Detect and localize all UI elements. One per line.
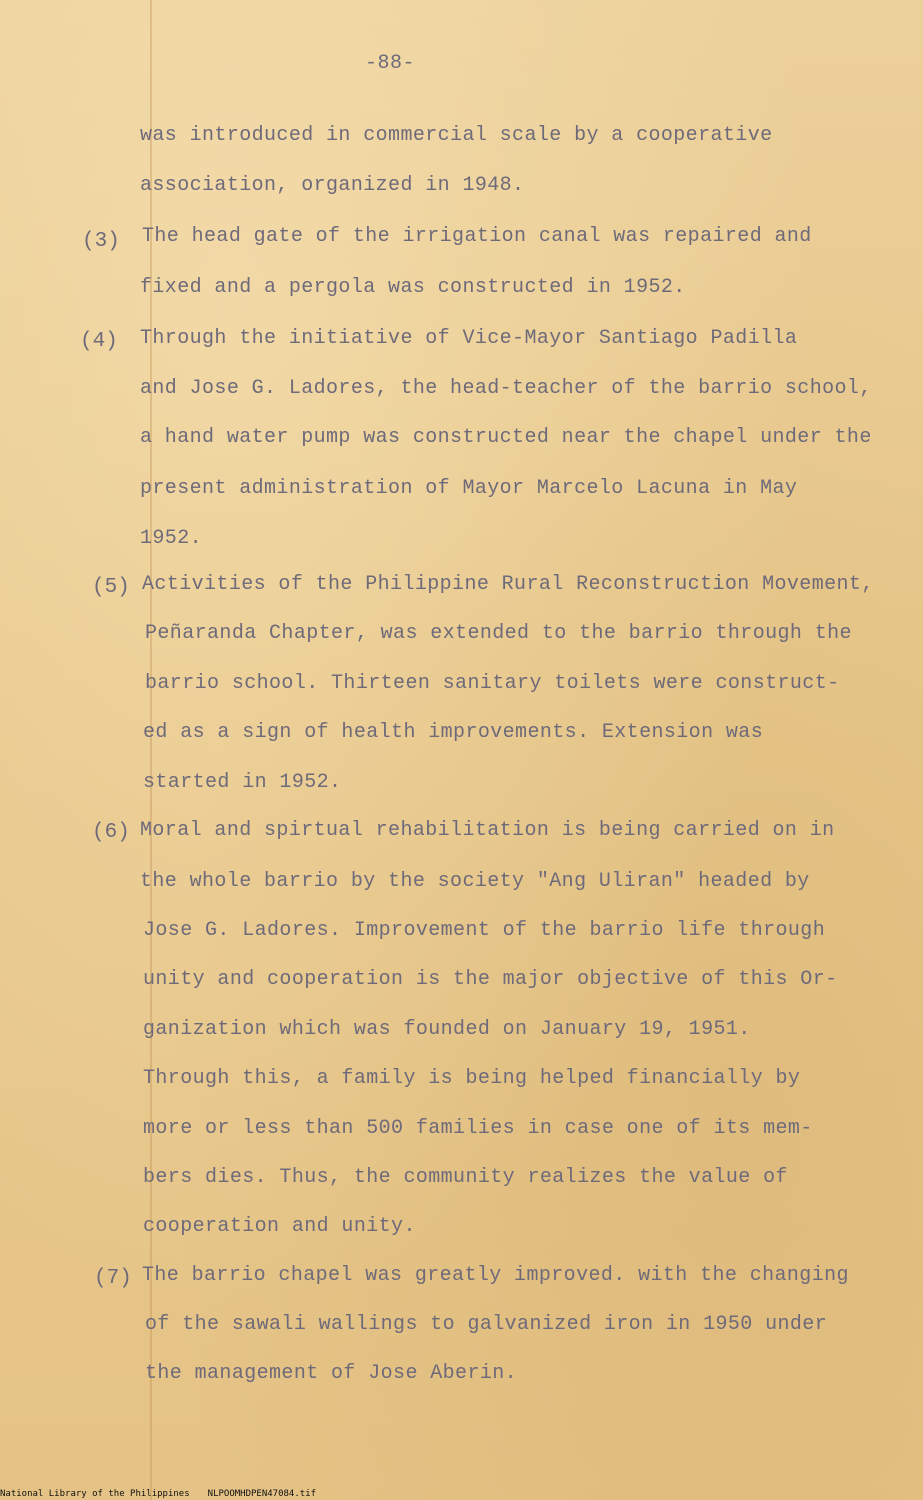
file-name: NLPOOMHDPEN47084.tif bbox=[207, 1489, 317, 1499]
text-line: more or less than 500 families in case one of its mem- bbox=[143, 1117, 813, 1140]
text-line: The barrio chapel was greatly improved. with the changing bbox=[142, 1264, 849, 1287]
text-line: a hand water pump was constructed near the chapel under the bbox=[140, 426, 872, 449]
text-line: unity and cooperation is the major objective of this Or- bbox=[143, 968, 838, 991]
text-line: ganization which was founded on January 19, 1951. bbox=[143, 1018, 751, 1041]
archive-footer bbox=[0, 1488, 334, 1500]
text-line: the whole barrio by the society "Ang Uliran" headed by bbox=[140, 870, 810, 893]
text-line: association, organized in 1948. bbox=[140, 174, 525, 197]
text-line: Through the initiative of Vice-Mayor Santiago Padilla bbox=[140, 327, 798, 350]
text-line: bers dies. Thus, the community realizes the value of bbox=[143, 1166, 788, 1189]
text-line: fixed and a pergola was constructed in 1952. bbox=[140, 276, 686, 299]
text-line: Moral and spirtual rehabilitation is being carried on in bbox=[140, 819, 835, 842]
text-line: started in 1952. bbox=[143, 771, 342, 794]
text-line: and Jose G. Ladores, the head-teacher of the barrio school, bbox=[140, 377, 872, 400]
text-line: the management of Jose Aberin. bbox=[145, 1362, 518, 1385]
text-line: barrio school. Thirteen sanitary toilets were construct- bbox=[145, 672, 840, 695]
page-number: -88- bbox=[365, 52, 416, 75]
paragraph-number: (5) bbox=[92, 576, 130, 599]
library-name: National Library of the Philippines bbox=[0, 1489, 190, 1499]
text-line: Peñaranda Chapter, was extended to the barrio through the bbox=[145, 622, 852, 645]
text-line: 1952. bbox=[140, 527, 203, 550]
text-line: cooperation and unity. bbox=[143, 1215, 416, 1238]
text-line: present administration of Mayor Marcelo Lacuna in May bbox=[140, 477, 798, 500]
text-line: Through this, a family is being helped financially by bbox=[143, 1067, 801, 1090]
text-line: The head gate of the irrigation canal was repaired and bbox=[142, 225, 812, 248]
text-line: of the sawali wallings to galvanized iron in 1950 under bbox=[145, 1313, 828, 1336]
paragraph-number: (6) bbox=[92, 821, 130, 844]
paragraph-number: (7) bbox=[94, 1267, 132, 1290]
text-line: Jose G. Ladores. Improvement of the barrio life through bbox=[143, 919, 826, 942]
text-line: was introduced in commercial scale by a cooperative bbox=[140, 124, 773, 147]
text-line: ed as a sign of health improvements. Extension was bbox=[143, 721, 764, 744]
paragraph-number: (3) bbox=[82, 230, 120, 253]
text-line: Activities of the Philippine Rural Reconstruction Movement, bbox=[142, 573, 874, 596]
paragraph-number: (4) bbox=[80, 330, 118, 353]
